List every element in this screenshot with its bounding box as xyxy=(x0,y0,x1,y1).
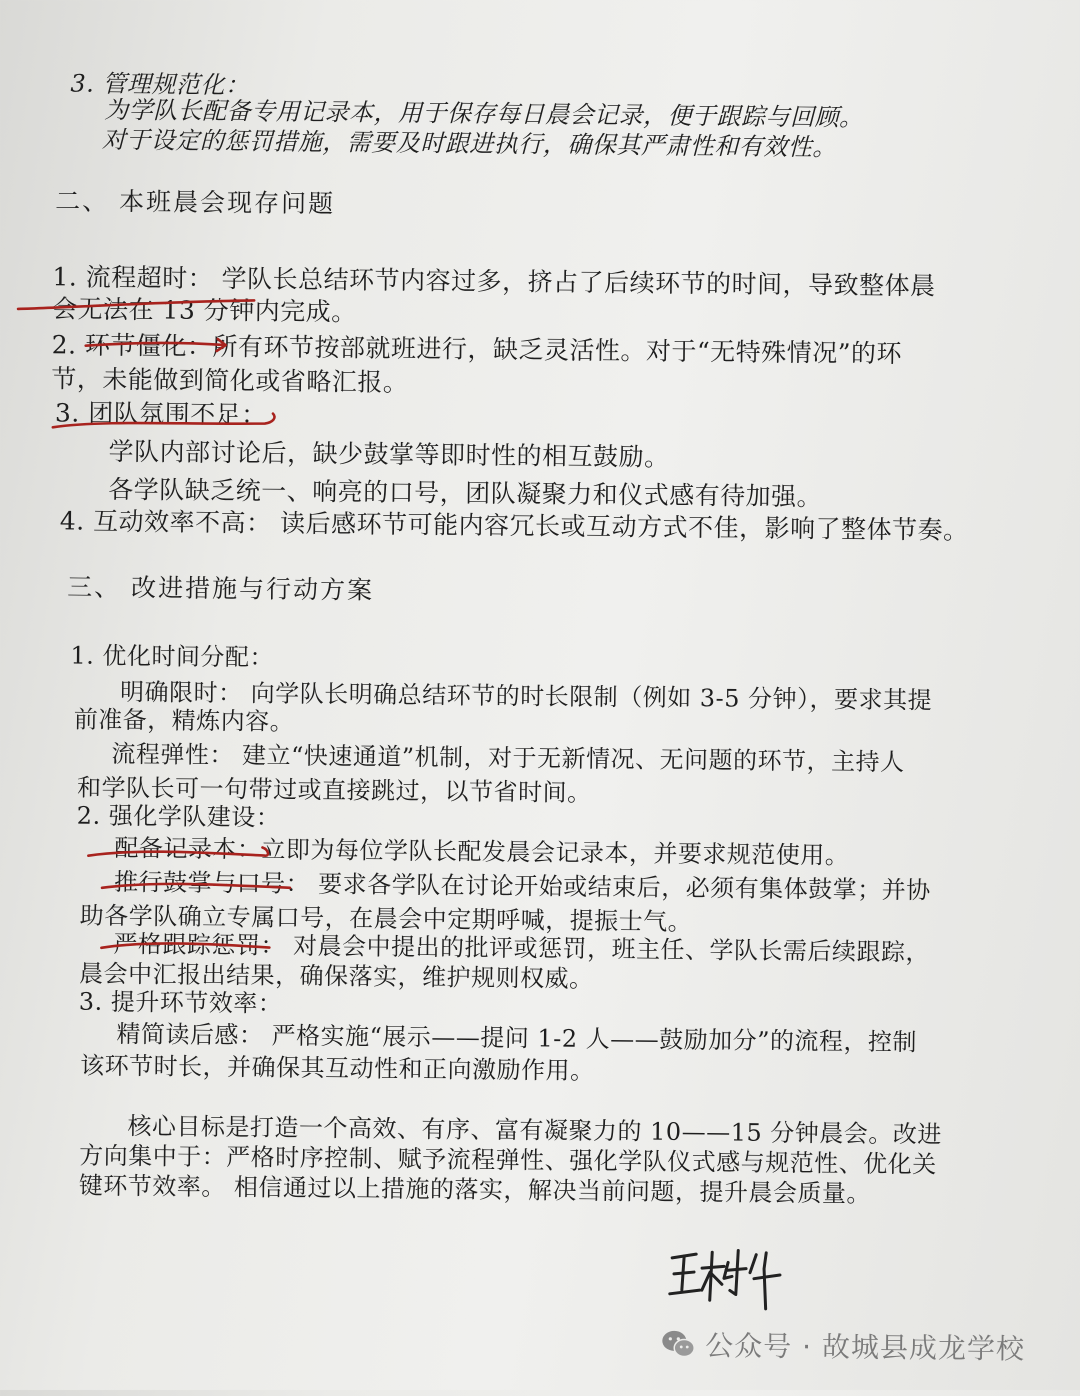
s2-p4-line-1: 4. 互动效率不高： 读后感环节可能内容冗长或互动方式不佳，影响了整体节奏。 xyxy=(59,506,969,545)
s3-i3-a-line-2: 该环节时长，并确保其互动性和正向激励作用。 xyxy=(80,1051,595,1086)
s2-p1-line-2: 会无法在 13 分钟内完成。 xyxy=(51,294,357,327)
section-3-heading: 三、 改进措施与行动方案 xyxy=(67,572,375,605)
watermark-text: 公众号 · 故城县成龙学校 xyxy=(705,1329,1026,1366)
signature xyxy=(666,1244,787,1315)
s3-i1-b-line-1: 流程弹性： 建立“快速通道”机制，对于无新情况、无问题的环节，主持人 xyxy=(111,739,905,777)
s3-i2-a-line-1: 配备记录本：立即为每位学队长配发晨会记录本，并要求规范使用。 xyxy=(114,833,850,870)
s3-i2-c-line-1: 严格跟踪惩罚： 对晨会中提出的批评或惩罚，班主任、学队长需后续跟踪， xyxy=(113,929,931,967)
section-2-heading: 二、 本班晨会现存问题 xyxy=(55,186,336,219)
s2-p3-heading: 3. 团队氛围不足： xyxy=(54,398,267,430)
s3-i2-c-line-2: 晨会中汇报出结果，确保落实，维护规则权威。 xyxy=(78,959,594,993)
s3-i3-a-line-1: 精简读后感： 严格实施“展示——提问 1-2 人——鼓励加分”的流程，控制 xyxy=(116,1020,918,1057)
s2-p3-line-2: 各学队缺乏统一、响亮的口号，团队凝聚力和仪式感有待加强。 xyxy=(108,474,823,512)
s3-i1-b-line-2: 和学队长可一句带过或直接跳过，以节省时间。 xyxy=(76,773,592,807)
strike-mark-rigid xyxy=(86,338,226,351)
underline-strict-tracking xyxy=(101,943,269,950)
underline-team-atmosphere xyxy=(53,411,275,429)
s2-p1-line-1: 1. 流程超时： 学队长总结环节内容过多，挤占了后续环节的时间，导致整体晨 xyxy=(52,262,936,301)
s3-i2-b-line-2: 助各学队确立专属口号，在晨会中定期呼喊，提振士气。 xyxy=(79,901,693,937)
s3-i2-heading: 2. 强化学队建设： xyxy=(76,801,281,832)
conclusion-line-1: 核心目标是打造一个高效、有序、富有凝聚力的 10——15 分钟晨会。改进 xyxy=(127,1112,942,1149)
watermark xyxy=(661,1324,1025,1368)
conclusion-line-2: 方向集中于：严格时序控制、赋予流程弹性、强化学队仪式感与规范性、优化关 xyxy=(79,1141,937,1179)
item-3-line-1: 为学队长配备专用记录本，用于保存每日晨会记录，便于跟踪与回顾。 xyxy=(104,95,864,132)
s2-p2-line-1: 2. 环节僵化：所有环节按部就班进行，缺乏灵活性。对于“无特殊情况”的环 xyxy=(51,330,903,369)
s3-i3-heading: 3. 提升环节效率： xyxy=(78,987,283,1018)
conclusion-line-3: 键环节效率。 相信通过以上措施的落实，解决当前问题，提升晨会质量。 xyxy=(78,1171,872,1208)
s2-p3-line-1: 学队内部讨论后，缺少鼓掌等即时性的相互鼓励。 xyxy=(108,436,670,472)
s3-i1-a-line-2: 前准备，精炼内容。 xyxy=(73,705,295,736)
strike-mark-timeout xyxy=(18,298,254,311)
s3-i2-b-line-1: 推行鼓掌与口号： 要求各学队在讨论开始或结束后，必须有集体鼓掌；并协 xyxy=(113,867,931,905)
underline-applause-slogan xyxy=(102,883,290,890)
s3-i1-heading: 1. 优化时间分配： xyxy=(70,641,275,672)
item-3-heading: 3. 管理规范化： xyxy=(70,69,250,100)
s3-i1-a-line-1: 明确限时： 向学队长明确总结环节的时长限制（例如 3-5 分钟），要求其提 xyxy=(119,678,933,715)
item-3-line-2: 对于设定的惩罚措施，需要及时跟进执行，确保其严肃性和有效性。 xyxy=(101,125,837,162)
s2-p2-line-2: 节，未能做到简化或省略汇报。 xyxy=(51,364,409,398)
underline-equip-notebook xyxy=(88,846,268,858)
wechat-icon xyxy=(661,1329,695,1359)
